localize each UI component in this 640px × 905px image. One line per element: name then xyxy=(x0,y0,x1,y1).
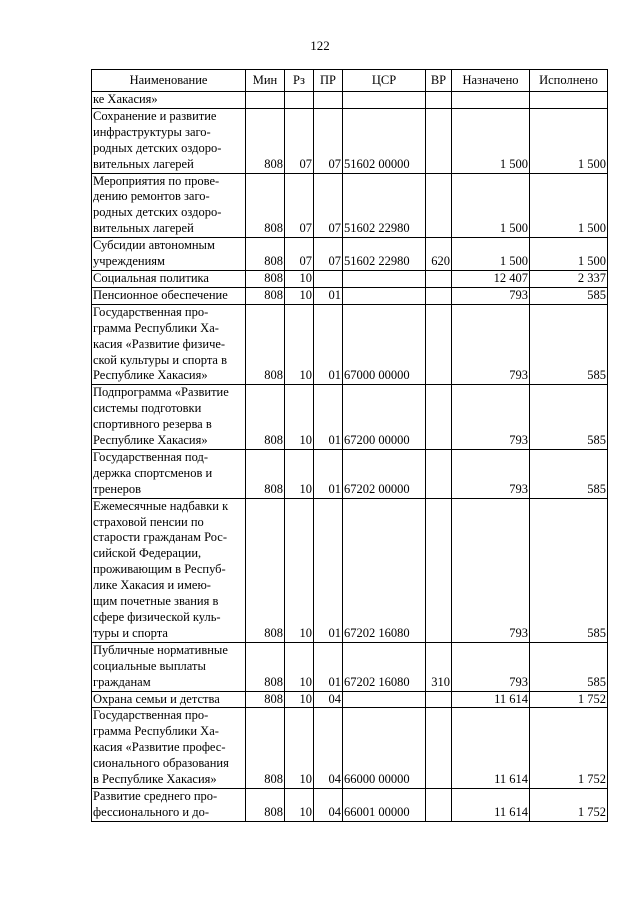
cell-vr xyxy=(426,173,452,238)
cell-name: Публичные нормативные социальные выплаты гражданам xyxy=(92,642,246,691)
cell-assigned: 793 xyxy=(452,385,530,450)
cell-rz: 10 xyxy=(285,287,314,304)
cell-executed xyxy=(530,92,608,109)
cell-vr xyxy=(426,92,452,109)
col-header-min: Мин xyxy=(246,70,285,92)
table-row xyxy=(92,691,608,708)
col-header-executed: Исполнено xyxy=(530,70,608,92)
cell-rz: 10 xyxy=(285,498,314,642)
cell-pr: 01 xyxy=(314,385,343,450)
budget-table xyxy=(91,69,608,822)
cell-rz: 07 xyxy=(285,173,314,238)
cell-min: 808 xyxy=(246,691,285,708)
cell-vr xyxy=(426,385,452,450)
cell-executed: 585 xyxy=(530,304,608,385)
cell-vr xyxy=(426,708,452,789)
table-row xyxy=(92,788,608,821)
table-row xyxy=(92,498,608,642)
cell-vr xyxy=(426,270,452,287)
cell-pr: 04 xyxy=(314,691,343,708)
cell-min: 808 xyxy=(246,642,285,691)
col-header-csr: ЦСР xyxy=(343,70,426,92)
cell-name: Охрана семьи и детства xyxy=(92,691,246,708)
col-header-name: Наименование xyxy=(92,70,246,92)
cell-assigned: 793 xyxy=(452,498,530,642)
table-row xyxy=(92,449,608,498)
cell-executed: 585 xyxy=(530,385,608,450)
cell-assigned: 12 407 xyxy=(452,270,530,287)
cell-min: 808 xyxy=(246,304,285,385)
cell-rz: 10 xyxy=(285,385,314,450)
col-header-rz: Рз xyxy=(285,70,314,92)
cell-assigned: 793 xyxy=(452,304,530,385)
cell-pr: 07 xyxy=(314,108,343,173)
cell-min: 808 xyxy=(246,287,285,304)
cell-rz: 10 xyxy=(285,270,314,287)
cell-pr xyxy=(314,92,343,109)
cell-csr xyxy=(343,287,426,304)
col-header-assigned: Назначено xyxy=(452,70,530,92)
cell-pr: 01 xyxy=(314,642,343,691)
table-row xyxy=(92,304,608,385)
cell-assigned: 1 500 xyxy=(452,238,530,271)
cell-assigned: 1 500 xyxy=(452,173,530,238)
cell-assigned: 11 614 xyxy=(452,788,530,821)
cell-min: 808 xyxy=(246,108,285,173)
cell-csr xyxy=(343,92,426,109)
cell-name: Сохранение и развитие инфраструктуры заго- родных детских оздоро- вительных лагерей xyxy=(92,108,246,173)
cell-rz: 10 xyxy=(285,642,314,691)
cell-assigned: 11 614 xyxy=(452,708,530,789)
cell-name: Пенсионное обеспечение xyxy=(92,287,246,304)
cell-assigned: 793 xyxy=(452,642,530,691)
cell-vr xyxy=(426,691,452,708)
col-header-pr: ПР xyxy=(314,70,343,92)
cell-vr xyxy=(426,498,452,642)
cell-pr: 04 xyxy=(314,788,343,821)
cell-min: 808 xyxy=(246,173,285,238)
cell-rz: 10 xyxy=(285,449,314,498)
cell-vr xyxy=(426,449,452,498)
cell-rz: 10 xyxy=(285,691,314,708)
cell-rz: 07 xyxy=(285,108,314,173)
cell-min: 808 xyxy=(246,708,285,789)
table-row xyxy=(92,173,608,238)
cell-executed: 585 xyxy=(530,287,608,304)
cell-executed: 1 500 xyxy=(530,108,608,173)
cell-name: Ежемесячные надбавки к страховой пенсии по старости гражданам Рос- сийской Федерации, проживающим в Респуб- лике Хакасия и имею- щим почетные звания в сфере физической куль- туры и спорта xyxy=(92,498,246,642)
page-number: 122 xyxy=(310,38,330,53)
cell-csr: 67202 16080 xyxy=(343,642,426,691)
table-row xyxy=(92,92,608,109)
cell-assigned: 793 xyxy=(452,449,530,498)
table-row xyxy=(92,708,608,789)
cell-name: Социальная политика xyxy=(92,270,246,287)
cell-executed: 1 752 xyxy=(530,788,608,821)
cell-name: Развитие среднего про- фессионального и до- xyxy=(92,788,246,821)
cell-name: Подпрограмма «Развитие системы подготовки спортивного резерва в Республике Хакасия» xyxy=(92,385,246,450)
cell-executed: 2 337 xyxy=(530,270,608,287)
cell-csr: 51602 00000 xyxy=(343,108,426,173)
cell-executed: 1 752 xyxy=(530,708,608,789)
cell-executed: 585 xyxy=(530,449,608,498)
cell-pr xyxy=(314,270,343,287)
cell-pr: 01 xyxy=(314,449,343,498)
col-header-vr: ВР xyxy=(426,70,452,92)
table-header-row xyxy=(92,70,608,92)
cell-assigned xyxy=(452,92,530,109)
cell-csr: 67200 00000 xyxy=(343,385,426,450)
cell-csr: 51602 22980 xyxy=(343,173,426,238)
cell-csr xyxy=(343,270,426,287)
cell-vr: 620 xyxy=(426,238,452,271)
table-row xyxy=(92,108,608,173)
cell-rz: 10 xyxy=(285,708,314,789)
cell-min: 808 xyxy=(246,498,285,642)
cell-csr: 51602 22980 xyxy=(343,238,426,271)
cell-pr: 01 xyxy=(314,498,343,642)
table-row xyxy=(92,287,608,304)
cell-pr: 01 xyxy=(314,287,343,304)
cell-rz: 10 xyxy=(285,788,314,821)
cell-min: 808 xyxy=(246,449,285,498)
cell-executed: 585 xyxy=(530,642,608,691)
cell-pr: 07 xyxy=(314,173,343,238)
cell-min: 808 xyxy=(246,385,285,450)
table-row xyxy=(92,642,608,691)
cell-assigned: 11 614 xyxy=(452,691,530,708)
cell-min: 808 xyxy=(246,788,285,821)
cell-csr: 67202 16080 xyxy=(343,498,426,642)
cell-name: Мероприятия по прове- дению ремонтов заго- родных детских оздоро- вительных лагерей xyxy=(92,173,246,238)
cell-executed: 1 752 xyxy=(530,691,608,708)
cell-name: ке Хакасия» xyxy=(92,92,246,109)
cell-name: Государственная про- грамма Республики Ха- касия «Развитие профес- сионального образования в Республике Хакасия» xyxy=(92,708,246,789)
cell-pr: 04 xyxy=(314,708,343,789)
cell-csr: 66001 00000 xyxy=(343,788,426,821)
table-row xyxy=(92,238,608,271)
cell-name: Субсидии автономным учреждениям xyxy=(92,238,246,271)
cell-min xyxy=(246,92,285,109)
cell-executed: 585 xyxy=(530,498,608,642)
cell-executed: 1 500 xyxy=(530,238,608,271)
cell-min: 808 xyxy=(246,238,285,271)
cell-csr: 66000 00000 xyxy=(343,708,426,789)
cell-csr xyxy=(343,691,426,708)
table-row xyxy=(92,270,608,287)
table-row xyxy=(92,385,608,450)
cell-csr: 67000 00000 xyxy=(343,304,426,385)
cell-rz: 10 xyxy=(285,304,314,385)
cell-executed: 1 500 xyxy=(530,173,608,238)
cell-vr: 310 xyxy=(426,642,452,691)
cell-assigned: 1 500 xyxy=(452,108,530,173)
table-body xyxy=(92,92,608,822)
cell-vr xyxy=(426,108,452,173)
cell-pr: 07 xyxy=(314,238,343,271)
cell-vr xyxy=(426,287,452,304)
cell-assigned: 793 xyxy=(452,287,530,304)
cell-pr: 01 xyxy=(314,304,343,385)
cell-name: Государственная про- грамма Республики Ха- касия «Развитие физиче- ской культуры и спорта в Республике Хакасия» xyxy=(92,304,246,385)
cell-min: 808 xyxy=(246,270,285,287)
cell-vr xyxy=(426,788,452,821)
cell-rz xyxy=(285,92,314,109)
cell-csr: 67202 00000 xyxy=(343,449,426,498)
cell-vr xyxy=(426,304,452,385)
cell-rz: 07 xyxy=(285,238,314,271)
cell-name: Государственная под- держка спортсменов и тренеров xyxy=(92,449,246,498)
